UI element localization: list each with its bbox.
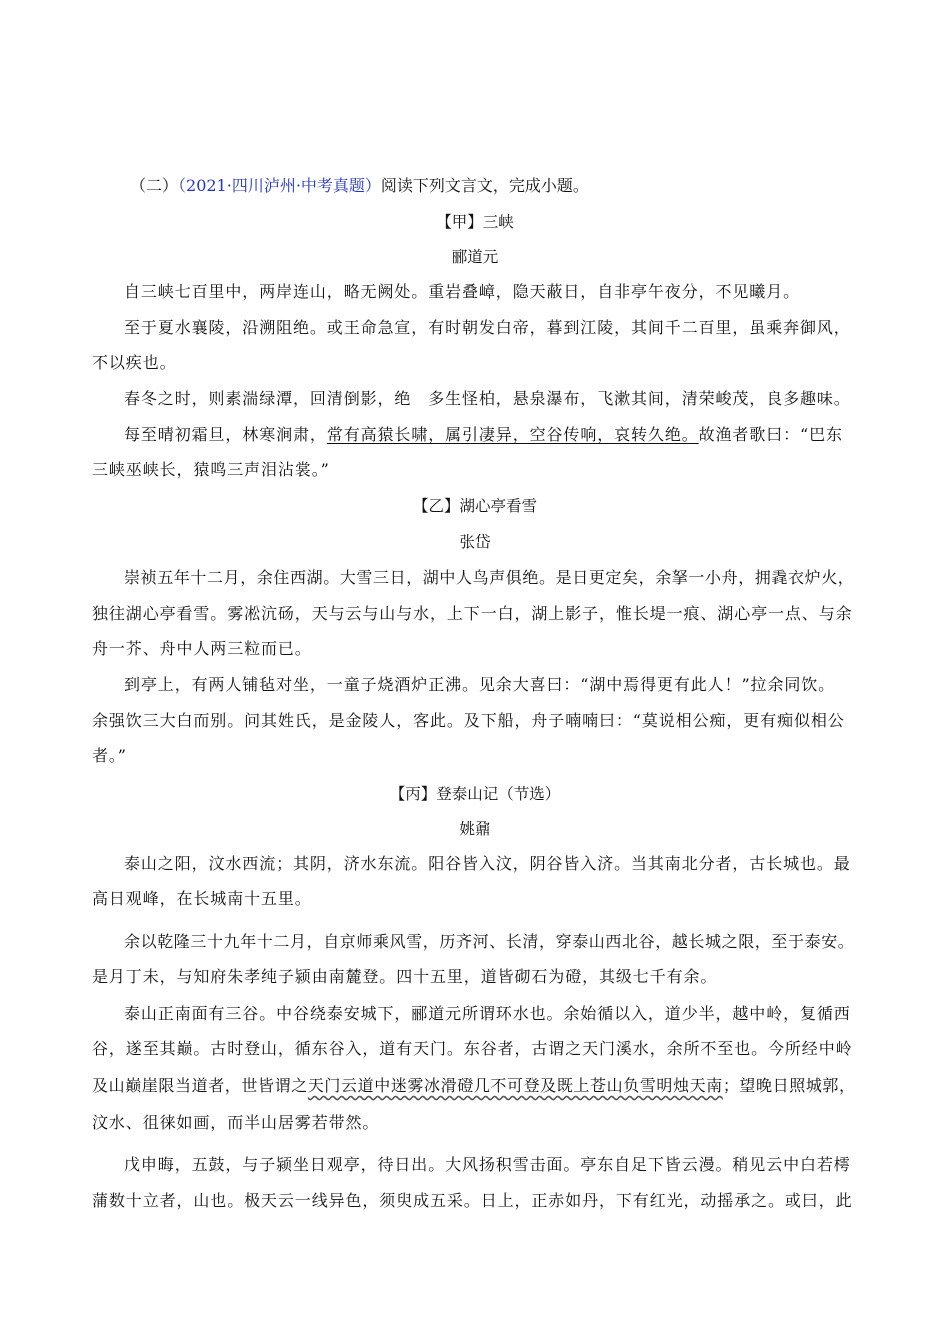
bing-l7-before: 及山巅崖限当道者，世皆谓之 [92, 1076, 308, 1095]
bing-line-4: 是月丁未，与知府朱孝纯子颍由南麓登。四十五里，道皆砌石为磴，其级七千有余。 [92, 967, 718, 986]
yi-line-5: 余强饮三大白而别。问其姓氏，是金陵人，客此。及下船，舟子喃喃曰：“莫说相公痴，更有痴似相公 [92, 711, 845, 730]
yi-line-1: 崇祯五年十二月，余住西湖。大雪三日，湖中人鸟声俱绝。是日更定矣，余拏一小舟，拥毳衣炉火， [124, 568, 855, 587]
jia-p4-after: 故渔者歌曰：“巴东 [698, 425, 843, 444]
bing-line-8: 汶水、徂徕如画，而半山居雾若带然。 [92, 1113, 380, 1132]
question-number: （二） [130, 176, 179, 195]
bing-line-6: 谷，遂至其巅。古时登山，循东谷入，道有天门。东谷者，古谓之天门溪水，余所不至也。今所经中岭 [92, 1039, 853, 1058]
jia-line-4: 春冬之时，则素湍绿潭，回清倒影，绝 多生怪柏，悬泉瀑布，飞漱其间，清荣峻茂，良多趣味。 [124, 389, 851, 408]
bing-line-1: 泰山之阳，汶水西流；其阴，济水东流。阳谷皆入汶，阴谷皆入济。当其南北分者，古长城也。最 [124, 854, 851, 873]
yi-author: 张岱 [459, 533, 491, 551]
bing-line-2: 高日观峰，在长城南十五里。 [92, 889, 312, 908]
jia-line-5 [124, 424, 843, 446]
bing-line-5: 泰山正南面有三谷。中谷绕泰安城下，郦道元所谓环水也。余始循以入，道少半，越中岭，复循西 [124, 1004, 851, 1023]
jia-line-6: 三峡巫峡长，猿鸣三声泪沾裳。” [92, 460, 330, 479]
question-intro [130, 175, 589, 197]
yi-line-3: 舟一芥、舟中人两三粒而已。 [92, 639, 312, 658]
bing-title: 【丙】登泰山记（节选） [389, 785, 561, 803]
jia-author: 郦道元 [451, 248, 499, 266]
bing-line-9: 戊申晦，五鼓，与子颍坐日观亭，待日出。大风扬积雪击面。亭东自足下皆云漫。稍见云中白若樗 [124, 1155, 851, 1174]
bing-line-3: 余以乾隆三十九年十二月，自京师乘风雪，历齐河、长清，穿泰山西北谷，越长城之限，至于泰安。 [124, 932, 855, 951]
jia-p4-before: 每至晴初霜旦，林寒涧肃， [124, 425, 327, 444]
bing-l7-after: ；望晚日照城郭， [722, 1076, 856, 1095]
jia-line-3: 不以疾也。 [92, 353, 177, 372]
jia-underlined-sentence: 常有高猿长啸，属引凄异，空谷传响，哀转久绝。 [326, 425, 699, 444]
yi-title: 【乙】湖心亭看雪 [412, 497, 537, 515]
bing-wavy-underlined: 天门云道中迷雾冰滑磴几不可登及既上苍山负雪明烛天南 [307, 1076, 723, 1095]
source-tag[interactable]: （2021·四川泸州·中考真题） [178, 176, 381, 195]
yi-line-4: 到亭上，有两人铺毡对坐，一童子烧酒炉正沸。见余大喜曰：“湖中焉得更有此人！”拉余同饮。 [124, 675, 836, 694]
jia-title: 【甲】三峡 [436, 213, 514, 231]
yi-line-2: 独往湖心亭看雪。雾凇沆砀，天与云与山与水，上下一白，湖上影子，惟长堤一痕、湖心亭一点、与余 [92, 604, 853, 623]
jia-line-2: 至于夏水襄陵，沿溯阻绝。或王命急宣，有时朝发白帝，暮到江陵，其间千二百里，虽乘奔御风， [124, 318, 851, 337]
jia-line-1: 自三峡七百里中，两岸连山，略无阙处。重岩叠嶂，隐天蔽日，自非亭午夜分，不见曦月。 [124, 282, 801, 301]
instruction-text: 阅读下列文言文，完成小题。 [380, 176, 589, 195]
yi-line-6: 者。” [92, 746, 127, 765]
bing-line-10: 蒲数十立者，山也。极天云一线异色，须臾成五采。日上，正赤如丹，下有红光，动摇承之。或曰，此 [92, 1191, 853, 1210]
bing-line-7 [92, 1075, 856, 1097]
bing-author: 姚鼐 [459, 820, 491, 838]
